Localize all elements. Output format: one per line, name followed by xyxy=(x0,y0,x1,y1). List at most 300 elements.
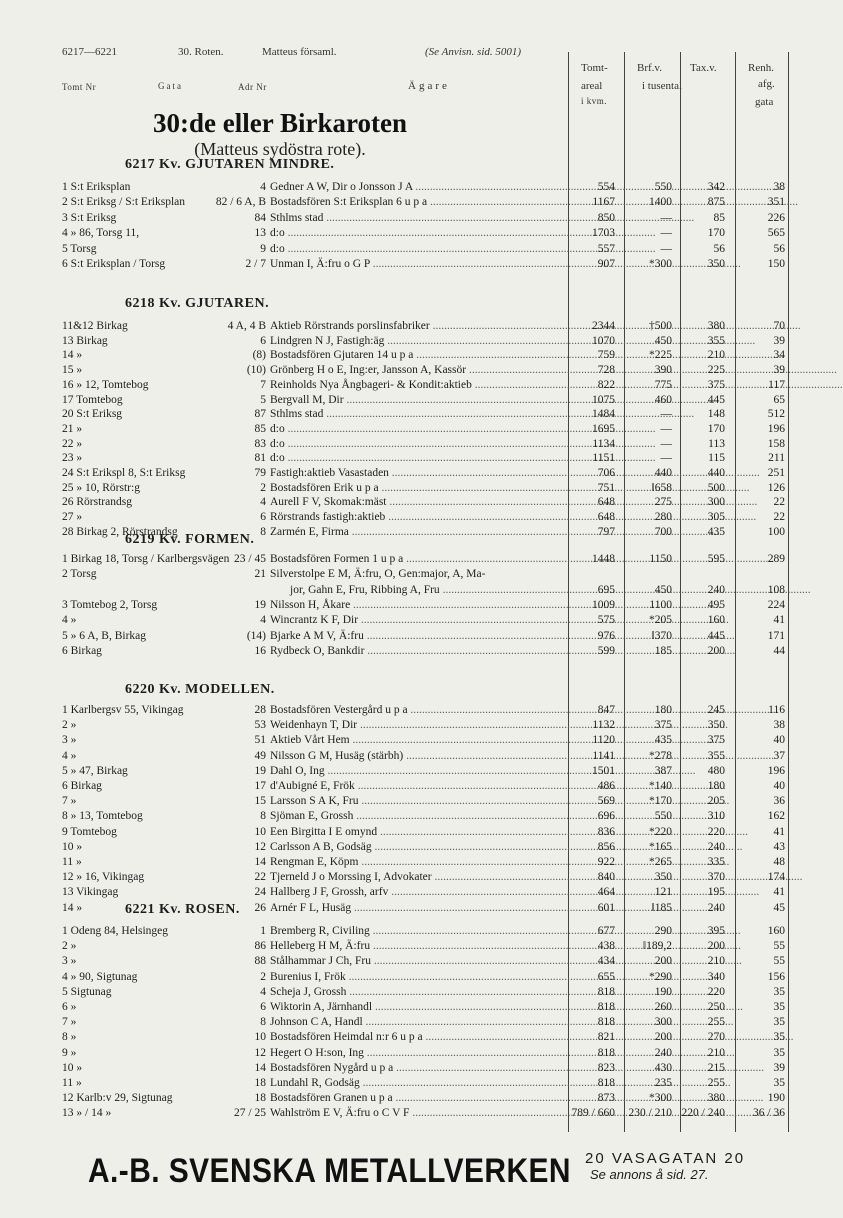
row-owner: jor, Gahn E, Fru, Ribbing A, Fru ..... xyxy=(290,584,586,597)
row-tax-value: 342 xyxy=(707,181,725,193)
row-adr-nr: (8) xyxy=(252,349,266,362)
row-brf-value: 121 xyxy=(654,886,672,899)
row-tax-value: 370 xyxy=(707,871,725,884)
row-tax-value: 115 xyxy=(708,452,725,465)
row-tax-value: 270 xyxy=(707,1031,725,1044)
row-address: 14 » xyxy=(62,901,83,914)
row-adr-nr: 5 xyxy=(260,393,266,406)
row-tax-value: 310 xyxy=(707,810,725,823)
row-address: 26 Rörstrandsg xyxy=(62,496,132,509)
row-area: 822 xyxy=(597,378,615,391)
row-brf-value: — xyxy=(660,227,672,240)
row-area: 1134 xyxy=(592,437,615,450)
row-area: 1151 xyxy=(592,452,615,465)
row-adr-nr: 23 / 45 xyxy=(234,553,266,565)
table-row xyxy=(0,810,815,823)
row-address: 24 S:t Erikspl 8, S:t Eriksg xyxy=(62,467,186,479)
table-row xyxy=(0,335,815,348)
row-tax-value: 250 xyxy=(707,1001,725,1013)
row-owner: Sjöman E, Grossh ..... xyxy=(270,810,566,823)
table-row xyxy=(0,734,815,747)
row-owner: Aurell F V, Skomak:mäst ..... xyxy=(270,496,566,509)
row-renh-fee: 65 xyxy=(773,393,785,406)
row-renh-fee: 289 xyxy=(767,553,785,565)
row-area: 464 xyxy=(597,886,615,899)
row-tax-value: 395 xyxy=(707,925,725,937)
table-row xyxy=(0,986,815,999)
row-tax-value: 435 xyxy=(707,525,725,538)
table-row xyxy=(0,181,815,194)
row-brf-value: *165 xyxy=(649,840,672,853)
row-owner: d:o ..... xyxy=(270,243,566,256)
row-renh-fee: 39 xyxy=(773,334,785,347)
row-address: 28 Birkag 2, Rörstrandsg xyxy=(62,525,178,538)
row-tax-value: 210 xyxy=(707,955,725,968)
row-tax-value: 195 xyxy=(707,886,725,899)
row-renh-fee: 37 xyxy=(773,749,785,762)
row-area: 575 xyxy=(597,614,615,627)
row-tax-value: 170 xyxy=(707,422,725,435)
row-owner: Bostadsfören Heimdal n:r 6 u p a ..... xyxy=(270,1031,566,1044)
row-adr-nr: 49 xyxy=(254,749,266,762)
row-address: 15 » xyxy=(62,364,83,377)
row-adr-nr: 24 xyxy=(254,886,266,899)
table-row xyxy=(0,765,815,778)
row-brf-value: 200 xyxy=(654,1031,672,1044)
row-owner: Scheja J, Grossh ..... xyxy=(270,986,566,999)
row-address: 1 Odeng 84, Helsingeg xyxy=(62,925,169,937)
row-brf-value: 375 xyxy=(654,719,672,732)
table-row xyxy=(0,394,815,407)
row-renh-fee: 126 xyxy=(767,481,785,494)
row-tax-value: 56 xyxy=(713,242,725,255)
row-tax-value: 200 xyxy=(707,940,725,953)
row-brf-value: *278 xyxy=(649,749,672,762)
row-brf-value: — xyxy=(660,242,672,255)
row-brf-value: 390 xyxy=(654,364,672,377)
row-adr-nr: 19 xyxy=(254,598,266,611)
row-area: 922 xyxy=(597,856,615,868)
row-address: 8 » 13, Tomtebog xyxy=(62,810,143,823)
row-brf-value: 235 xyxy=(654,1077,672,1089)
table-row xyxy=(0,780,815,793)
row-brf-value: *300 xyxy=(649,258,672,270)
table-row xyxy=(0,902,815,915)
row-renh-fee: 251 xyxy=(767,467,785,479)
row-adr-nr: 26 xyxy=(254,901,266,914)
row-brf-value: 460 xyxy=(654,393,672,406)
row-address: 12 Karlb:v 29, Sigtunag xyxy=(62,1092,173,1105)
row-adr-nr: 53 xyxy=(254,719,266,732)
row-tax-value: 255 xyxy=(707,1077,725,1089)
row-tax-value: 220 xyxy=(707,825,725,838)
table-row xyxy=(0,438,815,451)
row-tax-value: 375 xyxy=(707,734,725,747)
row-tax-value: 355 xyxy=(707,749,725,762)
header-col-adr-nr: Adr Nr xyxy=(238,82,267,92)
row-brf-value: *290 xyxy=(649,970,672,983)
row-owner: Gedner A W, Dir o Jonsson J A ..... xyxy=(270,181,566,194)
row-owner: Johnson C A, Handl ..... xyxy=(270,1016,566,1029)
row-address: 20 S:t Eriksg xyxy=(62,408,123,421)
row-owner: Bostadsfören Nygård u p a ..... xyxy=(270,1062,566,1075)
row-adr-nr: 22 xyxy=(254,871,266,884)
row-brf-value: 450 xyxy=(654,583,672,596)
row-renh-fee: 41 xyxy=(773,886,785,899)
header-col-tusental: i tusental xyxy=(642,80,683,92)
header-col-area2: areal xyxy=(581,80,603,92)
table-row xyxy=(0,856,815,869)
row-tax-value: 445 xyxy=(707,629,725,642)
table-row xyxy=(0,886,815,899)
table-row xyxy=(0,645,815,658)
row-area: 1141 xyxy=(592,749,615,762)
row-brf-value: 275 xyxy=(654,496,672,509)
row-owner: Fastigh:aktieb Vasastaden ..... xyxy=(270,467,566,480)
row-area: 486 xyxy=(597,780,615,792)
row-brf-value: ‖189,2 xyxy=(642,940,672,953)
row-adr-nr: 14 xyxy=(254,1061,266,1074)
table-row xyxy=(0,467,815,480)
row-brf-value: 190 xyxy=(654,985,672,998)
table-row xyxy=(0,1077,815,1090)
row-owner: Wincrantz K F, Dir ..... xyxy=(270,614,566,627)
row-tax-value: 240 xyxy=(707,840,725,853)
row-area: 648 xyxy=(597,511,615,524)
table-row xyxy=(0,795,815,808)
table-row xyxy=(0,482,815,495)
row-area: 907 xyxy=(597,258,615,270)
row-brf-value: 550 xyxy=(654,181,672,193)
row-address: 11&12 Birkag xyxy=(62,320,128,332)
row-brf-value: 450 xyxy=(654,334,672,347)
row-address: 3 S:t Eriksg xyxy=(62,211,117,224)
row-owner: Helleberg H M, Ä:fru ..... xyxy=(270,940,566,953)
row-adr-nr: 7 xyxy=(260,378,266,391)
table-row xyxy=(0,364,815,377)
row-area: 1703 xyxy=(592,227,615,240)
row-address: 2 » xyxy=(62,719,77,732)
row-brf-value: *225 xyxy=(649,349,672,362)
table-row xyxy=(0,841,815,854)
row-area: 1070 xyxy=(592,334,615,347)
row-tax-value: 160 xyxy=(707,614,725,627)
row-owner: Zarmén E, Firma ..... xyxy=(270,526,566,539)
row-address: 11 » xyxy=(62,1077,82,1089)
row-owner: Nilsson H, Åkare ..... xyxy=(270,599,566,612)
row-renh-fee: 38 xyxy=(773,181,785,193)
row-renh-fee: 351 xyxy=(767,196,785,209)
row-owner: Reinholds Nya Ångbageri- & Kondit:aktieb ..... xyxy=(270,379,566,392)
row-address: 2 Torsg xyxy=(62,568,97,581)
row-area: 1501 xyxy=(592,764,615,777)
row-renh-fee: 70 xyxy=(773,320,785,332)
header-col-renh2: afg. xyxy=(758,78,775,90)
row-owner: Rydbeck O, Bankdir ..... xyxy=(270,645,566,658)
row-tax-value: 148 xyxy=(707,408,725,421)
table-row xyxy=(0,630,815,643)
table-row xyxy=(0,1107,815,1120)
table-row xyxy=(0,826,815,839)
row-owner: d:o ..... xyxy=(270,452,566,465)
row-brf-value: 290 xyxy=(654,925,672,937)
row-adr-nr: 15 xyxy=(254,795,266,808)
table-row xyxy=(0,584,815,597)
row-tax-value: 220 xyxy=(707,985,725,998)
row-adr-nr: 6 xyxy=(260,511,266,524)
row-area: 823 xyxy=(597,1061,615,1074)
row-tax-value: 245 xyxy=(707,704,725,716)
table-row xyxy=(0,212,815,225)
row-brf-value: 350 xyxy=(654,871,672,884)
row-area: 706 xyxy=(597,467,615,479)
row-tax-value: 445 xyxy=(707,393,725,406)
row-renh-fee: 36 xyxy=(773,795,785,808)
row-renh-fee: 40 xyxy=(773,734,785,747)
row-area: 818 xyxy=(597,1001,615,1013)
row-area: 557 xyxy=(597,242,615,255)
row-adr-nr: 88 xyxy=(254,955,266,968)
row-brf-value: 180 xyxy=(654,704,672,716)
page-title: 30:de eller Birkaroten xyxy=(153,108,407,138)
row-address: 5 Sigtunag xyxy=(62,985,112,998)
row-tax-value: 215 xyxy=(707,1061,725,1074)
row-owner: Grönberg H o E, Ing:er, Jansson A, Kassör ..... xyxy=(270,364,566,377)
row-area: 2344 xyxy=(592,320,615,332)
row-brf-value: — xyxy=(660,211,672,224)
table-row xyxy=(0,349,815,362)
row-address: 6 Birkag xyxy=(62,780,102,792)
row-adr-nr: 1 xyxy=(260,925,266,937)
row-adr-nr: 8 xyxy=(260,1016,266,1029)
table-row xyxy=(0,258,815,271)
row-renh-fee: 35 xyxy=(773,1001,785,1013)
row-adr-nr: 10 xyxy=(254,1031,266,1044)
row-brf-value: 430 xyxy=(654,1061,672,1074)
section-heading: 6220 Kv. MODELLEN. xyxy=(125,682,275,697)
row-renh-fee: 36 / 36 xyxy=(753,1107,785,1120)
row-adr-nr: 10 xyxy=(254,825,266,838)
header-col-tax: Tax.v. xyxy=(690,62,717,74)
row-owner: Bostadsfören Erik u p a ..... xyxy=(270,482,566,495)
row-tax-value: 200 xyxy=(707,644,725,657)
row-tax-value: 85 xyxy=(713,211,725,224)
row-area: 873 xyxy=(597,1092,615,1105)
row-address: 11 » xyxy=(62,856,82,868)
row-adr-nr: 8 xyxy=(260,810,266,823)
row-adr-nr: (10) xyxy=(246,364,266,377)
row-area: 847 xyxy=(597,704,615,716)
row-renh-fee: 22 xyxy=(773,511,785,524)
row-address: 14 » xyxy=(62,349,83,362)
row-tax-value: 875 xyxy=(707,196,725,209)
row-address: 25 » 10, Rörstr:g xyxy=(62,481,140,494)
table-row xyxy=(0,227,815,240)
row-tax-value: 180 xyxy=(707,780,725,792)
row-adr-nr: 9 xyxy=(260,242,266,255)
row-address: 3 » xyxy=(62,955,77,968)
row-tax-value: 210 xyxy=(707,349,725,362)
row-owner: Bostadsfören Formen 1 u p a ..... xyxy=(270,553,566,566)
row-brf-value: 280 xyxy=(654,511,672,524)
row-adr-nr: 6 xyxy=(260,1001,266,1013)
row-brf-value: *170 xyxy=(649,795,672,808)
row-brf-value: 1400 xyxy=(649,196,672,209)
row-renh-fee: 35 xyxy=(773,1046,785,1059)
row-owner: Rörstrands fastigh:aktieb ..... xyxy=(270,511,566,524)
row-address: 12 » 16, Vikingag xyxy=(62,871,145,884)
row-address: 1 Karlbergsv 55, Vikingag xyxy=(62,704,184,716)
row-area: 728 xyxy=(597,364,615,377)
row-address: 8 » xyxy=(62,1031,77,1044)
row-address: 23 » xyxy=(62,452,83,465)
row-area: 648 xyxy=(597,496,615,509)
row-area: 655 xyxy=(597,970,615,983)
row-owner: Larsson S A K, Fru ..... xyxy=(270,795,566,808)
row-area: 1132 xyxy=(592,719,615,732)
section-heading: 6221 Kv. ROSEN. xyxy=(125,902,240,917)
row-owner: Wiktorin A, Järnhandl ..... xyxy=(270,1001,566,1014)
table-row xyxy=(0,568,815,581)
header-col-renh3: gata xyxy=(755,96,774,108)
row-address: 4 » 86, Torsg 11, xyxy=(62,227,140,240)
section-heading: 6217 Kv. GJUTAREN MINDRE. xyxy=(125,157,335,172)
row-brf-value: 185 xyxy=(654,644,672,657)
table-row xyxy=(0,971,815,984)
row-brf-value: 435 xyxy=(654,734,672,747)
row-renh-fee: 211 xyxy=(768,452,785,465)
row-area: 797 xyxy=(597,525,615,538)
row-adr-nr: 2 / 7 xyxy=(245,258,266,270)
ad-address-block xyxy=(585,1150,745,1182)
table-row xyxy=(0,955,815,968)
row-tax-value: 210 xyxy=(707,1046,725,1059)
row-address: 10 » xyxy=(62,840,83,853)
row-adr-nr: 4 xyxy=(260,614,266,627)
row-renh-fee: 39 xyxy=(773,1061,785,1074)
row-owner: Sthlms stad ..... xyxy=(270,408,566,421)
row-tax-value: 340 xyxy=(707,970,725,983)
row-renh-fee: 150 xyxy=(767,258,785,270)
row-adr-nr: 4 xyxy=(260,985,266,998)
row-renh-fee: 160 xyxy=(767,925,785,937)
row-address: 4 » xyxy=(62,614,77,627)
row-renh-fee: 158 xyxy=(767,437,785,450)
row-renh-fee: 38 xyxy=(773,719,785,732)
table-row xyxy=(0,526,815,539)
row-area: 836 xyxy=(597,825,615,838)
row-renh-fee: 512 xyxy=(767,408,785,421)
row-address: 3 Tomtebog 2, Torsg xyxy=(62,598,158,611)
row-adr-nr: 13 xyxy=(254,227,266,240)
row-brf-value: 260 xyxy=(654,1001,672,1013)
row-tax-value: 495 xyxy=(707,598,725,611)
row-area: 696 xyxy=(597,810,615,823)
row-area: 599 xyxy=(597,644,615,657)
row-brf-value: †500 xyxy=(649,320,672,332)
row-renh-fee: 34 xyxy=(773,349,785,362)
row-owner: d'Aubigné E, Frök ..... xyxy=(270,780,566,793)
ad-company-name: A.-B. SVENSKA METALLVERKEN xyxy=(88,1152,571,1190)
row-address: 9 Tomtebog xyxy=(62,825,117,838)
header-parish: Matteus församl. xyxy=(262,46,337,58)
row-area: 695 xyxy=(597,583,615,596)
row-brf-value: 440 xyxy=(654,467,672,479)
row-brf-value: *265 xyxy=(649,856,672,868)
row-adr-nr: 79 xyxy=(254,467,266,479)
row-address: 1 Birkag 18, Torsg / Karlbergsvägen xyxy=(62,553,230,565)
row-owner: Aktieb Vårt Hem ..... xyxy=(270,734,566,747)
row-address: 2 » xyxy=(62,940,77,953)
row-renh-fee: 40 xyxy=(773,780,785,792)
row-adr-nr: 85 xyxy=(254,422,266,435)
row-renh-fee: 56 xyxy=(773,242,785,255)
row-brf-value: *140 xyxy=(649,780,672,792)
row-area: 751 xyxy=(597,481,615,494)
row-adr-nr: 4 xyxy=(260,181,266,193)
row-address: 10 » xyxy=(62,1061,83,1074)
table-row xyxy=(0,871,815,884)
row-tax-value: 255 xyxy=(707,1016,725,1029)
row-owner: Bergvall M, Dir ..... xyxy=(270,394,566,407)
row-owner: d:o ..... xyxy=(270,423,566,436)
row-area: 601 xyxy=(597,901,615,914)
row-renh-fee: 35 xyxy=(773,985,785,998)
row-owner: Bjarke A M V, Ä:fru ..... xyxy=(270,630,566,643)
row-brf-value: 240 xyxy=(654,1046,672,1059)
row-renh-fee: 55 xyxy=(773,940,785,953)
row-tax-value: 380 xyxy=(707,1092,725,1105)
row-renh-fee: 174 xyxy=(767,871,785,884)
row-brf-value: ‖658 xyxy=(651,481,672,494)
row-tax-value: 380 xyxy=(707,320,725,332)
row-tax-value: 240 xyxy=(707,901,725,914)
row-renh-fee: 22 xyxy=(773,496,785,509)
row-renh-fee: 224 xyxy=(767,598,785,611)
row-owner: Silverstolpe E M, Ä:fru, O, Gen:major, A, Ma- xyxy=(270,568,486,581)
row-address: 4 » 90, Sigtunag xyxy=(62,970,138,983)
row-address: 13 Birkag xyxy=(62,334,108,347)
row-area: 1009 xyxy=(592,598,615,611)
row-owner: Rengman E, Köpm ..... xyxy=(270,856,566,869)
row-brf-value: 230 / 210 xyxy=(628,1107,672,1120)
table-row xyxy=(0,496,815,509)
row-adr-nr: 18 xyxy=(254,1092,266,1105)
row-adr-nr: 19 xyxy=(254,764,266,777)
row-adr-nr: 2 xyxy=(260,970,266,983)
row-owner: d:o ..... xyxy=(270,438,566,451)
row-tax-value: 350 xyxy=(707,258,725,270)
table-row xyxy=(0,408,815,421)
row-brf-value: — xyxy=(660,422,672,435)
row-owner: Aktieb Rörstrands porslinsfabriker ..... xyxy=(270,320,566,333)
header-col-tomt-nr: Tomt Nr xyxy=(62,82,97,92)
row-renh-fee: 41 xyxy=(773,825,785,838)
row-renh-fee: 39 xyxy=(773,364,785,377)
row-owner: Nilsson G M, Husäg (stärbh) ..... xyxy=(270,750,566,763)
row-renh-fee: 45 xyxy=(773,901,785,914)
ad-address: 20 VASAGATAN 20 xyxy=(585,1150,746,1167)
row-address: 5 » 47, Birkag xyxy=(62,764,128,777)
row-area: 1075 xyxy=(592,393,615,406)
section-heading: 6219 Kv. FORMEN. xyxy=(125,532,255,547)
row-owner: Bostadsfören Vestergård u p a ..... xyxy=(270,704,566,717)
row-address: 3 » xyxy=(62,734,77,747)
table-row xyxy=(0,379,815,392)
row-adr-nr: 21 xyxy=(254,568,266,581)
row-adr-nr: 8 xyxy=(260,525,266,538)
row-renh-fee: 55 xyxy=(773,955,785,968)
